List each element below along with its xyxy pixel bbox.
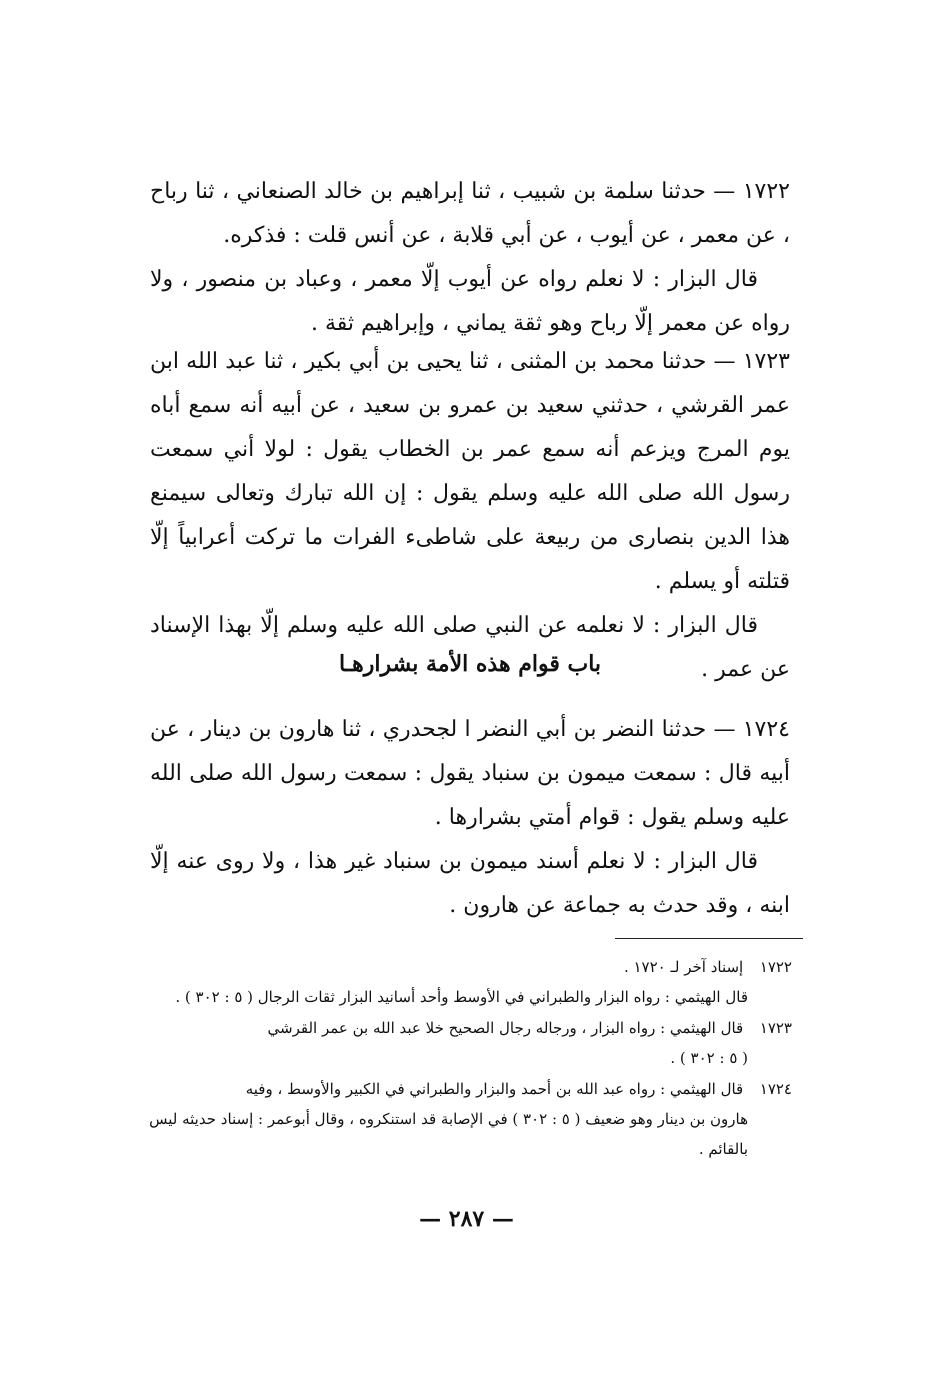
footnote-line: قال الهيثمي : رواه عبد الله بن أحمد والبزار والطبراني في الكبير والأوسط ، وفيه [245, 1080, 744, 1098]
footnote-number: ١٧٢٢ [759, 958, 792, 976]
footnotes [140, 952, 792, 1165]
hadith-1724-text: ١٧٢٤ — حدثنا النضر بن أبي النضر ا لجحدري ، ثنا هارون بن دينار ، عن أبيه قال : سمعت ميمون بن سنباد يقول : سمعت رسول الله صلى الله عليه وسلم يقول : قوام أمتي بشرارها . [150, 717, 790, 830]
footnote-continuation: هارون بن دينار وهو ضعيف ( ٥ : ٣٠٢ ) في الإصابة قد استنكروه ، وقال أبوعمر : إسناد حديثه ليس بالقائم . [149, 1110, 748, 1158]
hadith-1724-comment: قال البزار : لا نعلم أسند ميمون بن سنباد غير هذا ، ولا روى عنه إلّا ابنه ، وقد حدث به جماعة عن هارون . [150, 849, 790, 918]
page-number: — ٢٨٧ — [419, 1206, 514, 1232]
footnote-continuation: قال الهيثمي : رواه البزار والطبراني في الأوسط وأحد أسانيد البزار ثقات الرجال ( ٥ : ٣٠٢ ) . [175, 988, 748, 1006]
hadith-1722-block [150, 170, 790, 346]
hadith-1723-comment: قال البزار : لا نعلمه عن النبي صلى الله عليه وسلم إلّا بهذا الإسناد عن عمر . [150, 613, 790, 682]
footnote-1723 [140, 1013, 792, 1073]
footnote-number: ١٧٢٤ [759, 1080, 792, 1098]
chapter-heading: باب قوام هذه الأمة بشرارهـا [338, 651, 602, 677]
footnote-1724 [140, 1074, 792, 1164]
hadith-1722-text: ١٧٢٢ — حدثنا سلمة بن شبيب ، ثنا إبراهيم بن خالد الصنعاني ، ثنا رباح ، عن معمر ، عن أيوب ، عن أبي قلابة ، عن أنس قلت : فذكره. [150, 179, 790, 248]
footnote-divider [615, 938, 803, 939]
footnote-line: إسناد آخر لـ ١٧٢٠ . [623, 958, 744, 976]
footnote-continuation: ( ٥ : ٣٠٢ ) . [670, 1049, 748, 1067]
hadith-1723-block [150, 340, 790, 692]
footnote-1722 [140, 952, 792, 1012]
hadith-1724-block [150, 708, 790, 928]
footnote-number: ١٧٢٣ [759, 1019, 792, 1037]
hadith-1722-comment: قال البزار : لا نعلم رواه عن أيوب إلّا معمر ، وعباد بن منصور ، ولا رواه عن معمر إلّا رباح وهو ثقة يماني ، وإبراهيم ثقة . [150, 267, 790, 336]
hadith-1723-text: ١٧٢٣ — حدثنا محمد بن المثنى ، ثنا يحيى بن أبي بكير ، ثنا عبد الله ابن عمر القرشي ، حدثني سعيد بن عمرو بن سعيد ، عن أبيه أنه سمع أباه يوم المرج ويزعم أنه سمع عمر بن الخطاب يقول : لولا أني سمعت رسول الله صلى الله عليه وسلم يقول : إن الله تبارك وتعالى سيمنع هذا الدين بنصارى من ربيعة على شاطىء الفرات ما تركت أعرابياً إلّا قتلته أو يسلم . [150, 349, 790, 594]
footnote-line: قال الهيثمي : رواه البزار ، ورجاله رجال الصحيح خلا عبد الله بن عمر القرشي [267, 1019, 744, 1037]
